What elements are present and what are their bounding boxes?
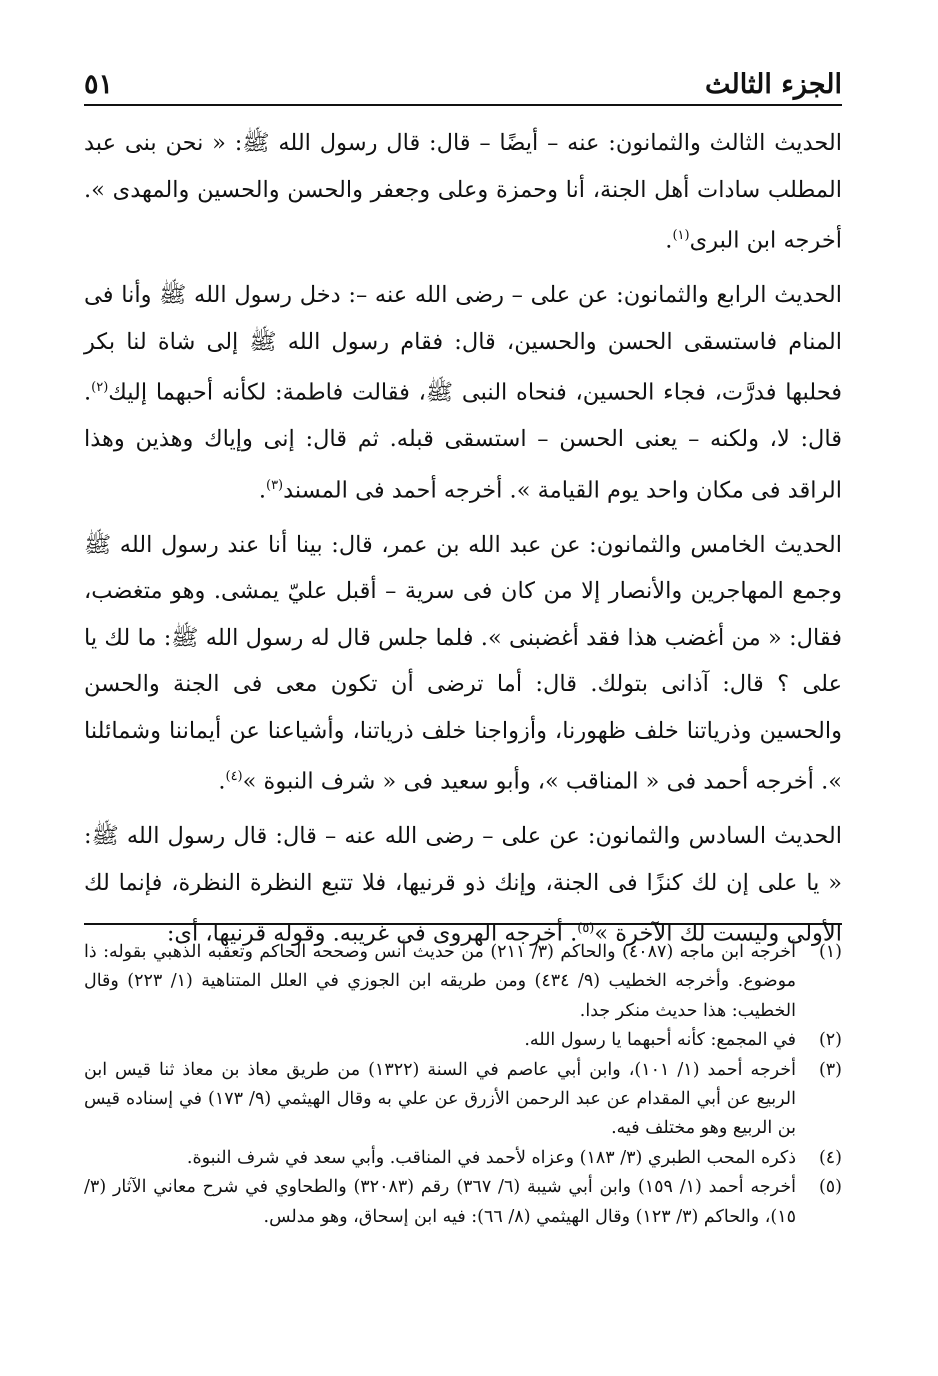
footnote-ref: (١) [672, 228, 690, 243]
hadith-text: الحديث الثالث والثمانون: عنه – أيضًا – قال: قال رسول الله ﷺ: « نحن بنى عبد المطلب سادات أهل الجنة، أنا وحمزة وعلى وجعفر والحسن والحسين والمهدى ». أخرجه ابن البرى [84, 130, 842, 254]
footnote-text: أخرجه أحمد (١/ ١٥٩) وابن أبي شيبة (٦/ ٣٦٧) رقم (٣٢٠٨٣) والطحاوي في شرح معاني الآثار (٣/ ١٥)، والحاكم (٣/ ١٢٣) وقال الهيثمي (٨/ ٦٦): فيه ابن إسحاق، وهو مدلس. [84, 1177, 796, 1227]
footnote-number: (٥) [818, 1177, 842, 1198]
hadith-text: الحديث الخامس والثمانون: عن عبد الله بن عمر، قال: بينا أنا عند رسول الله ﷺ وجمع المهاجرين والأنصار إلا من كان فى سرية – أقبل عليّ يمشى. وهو متغضب، فقال: « من أغضب هذا فقد أغضبنى ». فلما جلس قال له رسول الله ﷺ: ما لك يا على ؟ قال: آذانى بتولك. قال: أما ترضى أن تكون معى فى الجنة والحسن والحسين وذرياتنا خلف ظهورنا، وأزواجنا خلف ذرياتنا، وأشياعنا عن أيماننا وشمائلنا ». أخرجه أحمد فى « المناقب »، وأبو سعيد فى « شرف النبوة » [84, 531, 842, 795]
running-title: الجزء الثالث [705, 69, 842, 100]
footnote-number: (٣) [818, 1059, 842, 1080]
footnotes [84, 938, 842, 1232]
footnote-1 [84, 938, 842, 1026]
footnote-number: (٤) [818, 1147, 842, 1168]
footnote-text: في المجمع: كأنه أحبهما يا رسول الله. [524, 1030, 796, 1051]
hadith-85 [84, 522, 842, 806]
footnote-ref: (٤) [225, 769, 243, 784]
hadith-tail: . [218, 768, 226, 795]
footnote-text: ذكره المحب الطبري (٣/ ١٨٣) وعزاه لأحمد في المناقب. وأبي سعد في شرف النبوة. [186, 1147, 796, 1168]
hadith-tail: . [665, 227, 673, 254]
footnote-ref: (٥) [577, 921, 595, 936]
page-number: ٥١ [84, 69, 114, 100]
hadith-83 [84, 120, 842, 264]
footnote-ref: (٢) [91, 380, 109, 395]
footnote-text: أخرجه أحمد (١/ ١٠١)، وابن أبي عاصم في السنة (١٣٢٢) من طريق معاذ بن معاذ ثنا قيس ابن الربيع عن أبي المقدام عن عبد الرحمن الأزرق عن علي به وقال الهيثمي (٩/ ١٧٣) في إسناده قيس بن الربيع وهو مختلف فيه. [84, 1059, 796, 1139]
footnote-text: أخرجه ابن ماجه (٤٠٨٧) والحاكم (٣/ ٢١١) من حديث أنس وصححه الحاكم وتعقبه الذهبي بقوله: ذا موضوع. وأخرجه الخطيب (٩/ ٤٣٤) ومن طريقه ابن الجوزي في العلل المتناهية (١/ ٢٢٣) وقال الخطيب: هذا حديث منكر جدا. [84, 942, 796, 1021]
hadith-84 [84, 272, 842, 514]
footnote-3 [84, 1056, 842, 1144]
main-text [84, 120, 842, 965]
footnote-number: (٢) [818, 1030, 842, 1051]
hadith-tail: . [258, 477, 266, 503]
footnote-divider [84, 923, 842, 925]
hadith-text: الحديث الرابع والثمانون: عن على – رضى الله عنه –: دخل رسول الله ﷺ وأنا فى المنام فاستسقى الحسن والحسين، قال: فقام رسول الله ﷺ إلى شاة لنا بكر فحلبها فدرَّت، فجاء الحسين، فنحاه النبى ﷺ، فقالت فاطمة: لكأنه أحبهما إليك [84, 282, 842, 406]
hadith-text: الحديث السادس والثمانون: عن على – رضى الله عنه – قال: قال رسول الله ﷺ: « يا على إن لك كنزًا فى الجنة، وإنك ذو قرنيها، فلا تتبع النظرة النظرة، فإنما لك الأولى وليست لك الآخرة » [84, 823, 842, 947]
footnote-2 [84, 1026, 842, 1055]
footnote-5 [84, 1173, 842, 1232]
page-header [84, 56, 842, 106]
footnote-4 [84, 1144, 842, 1173]
footnote-number: (١) [818, 942, 842, 962]
hadith-tail: . قال: لا، ولكنه – يعنى الحسن – استسقى قبله. ثم قال: إنى وإياك وهذين وهذا الراقد فى مكان واحد يوم القيامة ». أخرجه أحمد فى المسند [84, 379, 842, 503]
hadith-86 [84, 813, 842, 957]
hadith-tail: . أخرجه الهروى فى غريبه. وقوله قرنيها، أى: [166, 920, 578, 947]
footnote-ref: (٣) [265, 477, 284, 493]
